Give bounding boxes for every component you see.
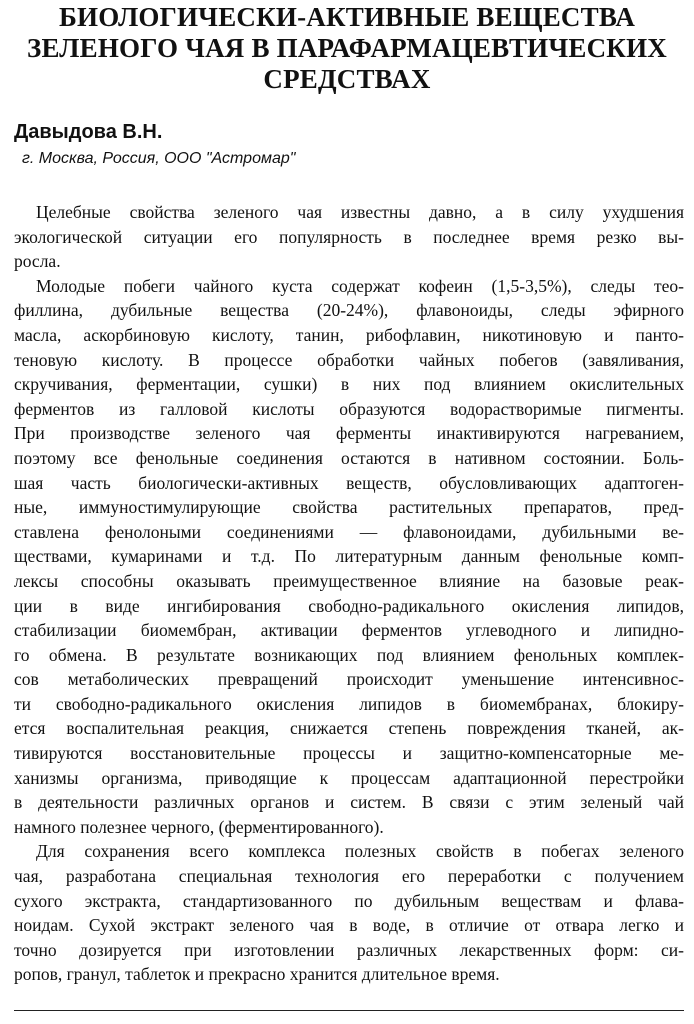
article-body [14, 200, 684, 987]
author-name: Давыдова В.Н. [14, 121, 163, 143]
text-line: Молодые побеги чайного куста содержат кофеин (1,5-3,5%), следы тео- [36, 275, 684, 296]
title-line: БИОЛОГИЧЕСКИ-АКТИВНЫЕ ВЕЩЕСТВА [58, 2, 636, 32]
paragraph-1 [14, 200, 684, 274]
text-line: ции в виде ингибирования свободно-радикального окисления липидов, [14, 595, 684, 616]
text-line: масла, аскорбиновую кислоту, танин, рибофлавин, никотиновую и панто- [14, 324, 684, 345]
text-line: ти свободно-радикального окисления липидов в биомембранах, блокиру- [14, 693, 684, 714]
text-line: в деятельности различных органов и систем. В связи с этим зеленый чай [14, 792, 684, 813]
text-line: шая часть биологически-активных веществ, обусловливающих адаптоген- [14, 472, 684, 493]
text-line: ханизмы организма, приводящие к процессам адаптационной перестройки [14, 767, 684, 788]
text-line: тивируются восстановительные процессы и защитно-компенсаторные ме- [14, 743, 684, 764]
article-title [18, 2, 676, 95]
text-line: го обмена. В результате возникающих под влиянием фенольных комплек- [14, 644, 684, 665]
text-line: экологической ситуации его популярность в последнее время резко вы- [14, 226, 684, 247]
title-line: ЗЕЛЕНОГО ЧАЯ В ПАРАФАРМАЦЕВТИЧЕСКИХ [27, 33, 667, 63]
text-line: сухого экстракта, стандартизованного по дубильным веществам и флава- [14, 890, 684, 911]
text-line: При производстве зеленого чая ферменты инактивируются нагреванием, [14, 423, 684, 444]
paragraph-3 [14, 839, 684, 987]
text-line: сов метаболических превращений происходит уменьшение интенсивнос- [14, 669, 684, 690]
text-line: ферментов из галловой кислоты образуются водорастворимые пигменты. [14, 398, 684, 419]
text-line: росла. [14, 251, 61, 272]
text-line: скручивания, ферментации, сушки) в них под влиянием окислительных [14, 374, 684, 395]
footer-divider [14, 1010, 684, 1011]
text-line: поэтому все фенольные соединения остаются в нативном состоянии. Боль- [14, 447, 684, 468]
author-affiliation: г. Москва, Россия, ООО "Астромар" [22, 150, 296, 167]
text-line: Для сохранения всего комплекса полезных свойств в побегах зеленого [36, 841, 684, 862]
text-line: теновую кислоту. В процессе обработки чайных побегов (завяливания, [14, 349, 684, 370]
text-line: лексы способны оказывать преимущественное влияние на базовые реак- [14, 570, 684, 591]
text-line: ществами, кумаринами и т.д. По литературным данным фенольные комп- [14, 546, 684, 567]
paragraph-2 [14, 274, 684, 840]
text-line: ноидам. Сухой экстракт зеленого чая в воде, в отличие от отвара легко и [14, 915, 684, 936]
text-line: филлина, дубильные вещества (20-24%), флавоноиды, следы эфирного [14, 300, 684, 321]
text-line: стабилизации биомембран, активации ферментов углеводного и липидно- [14, 620, 684, 641]
text-line: ется воспалительная реакция, снижается степень повреждения тканей, ак- [14, 718, 684, 739]
text-line: ропов, гранул, таблеток и прекрасно хранится длительное время. [14, 964, 500, 985]
text-line: намного полезнее черного, (ферментированного). [14, 816, 384, 837]
text-line: чая, разработана специальная технология его переработки с получением [14, 866, 684, 887]
text-line: Целебные свойства зеленого чая известны давно, а в силу ухудшения [36, 202, 684, 222]
text-line: точно дозируется при изготовлении различных лекарственных форм: си- [14, 939, 684, 960]
text-line: ные, иммуностимулирующие свойства растительных препаратов, пред- [14, 497, 684, 518]
text-line: ставлена фенолоными соединениями — флавоноидами, дубильными ве- [14, 521, 684, 542]
title-line: СРЕДСТВАХ [263, 64, 431, 94]
